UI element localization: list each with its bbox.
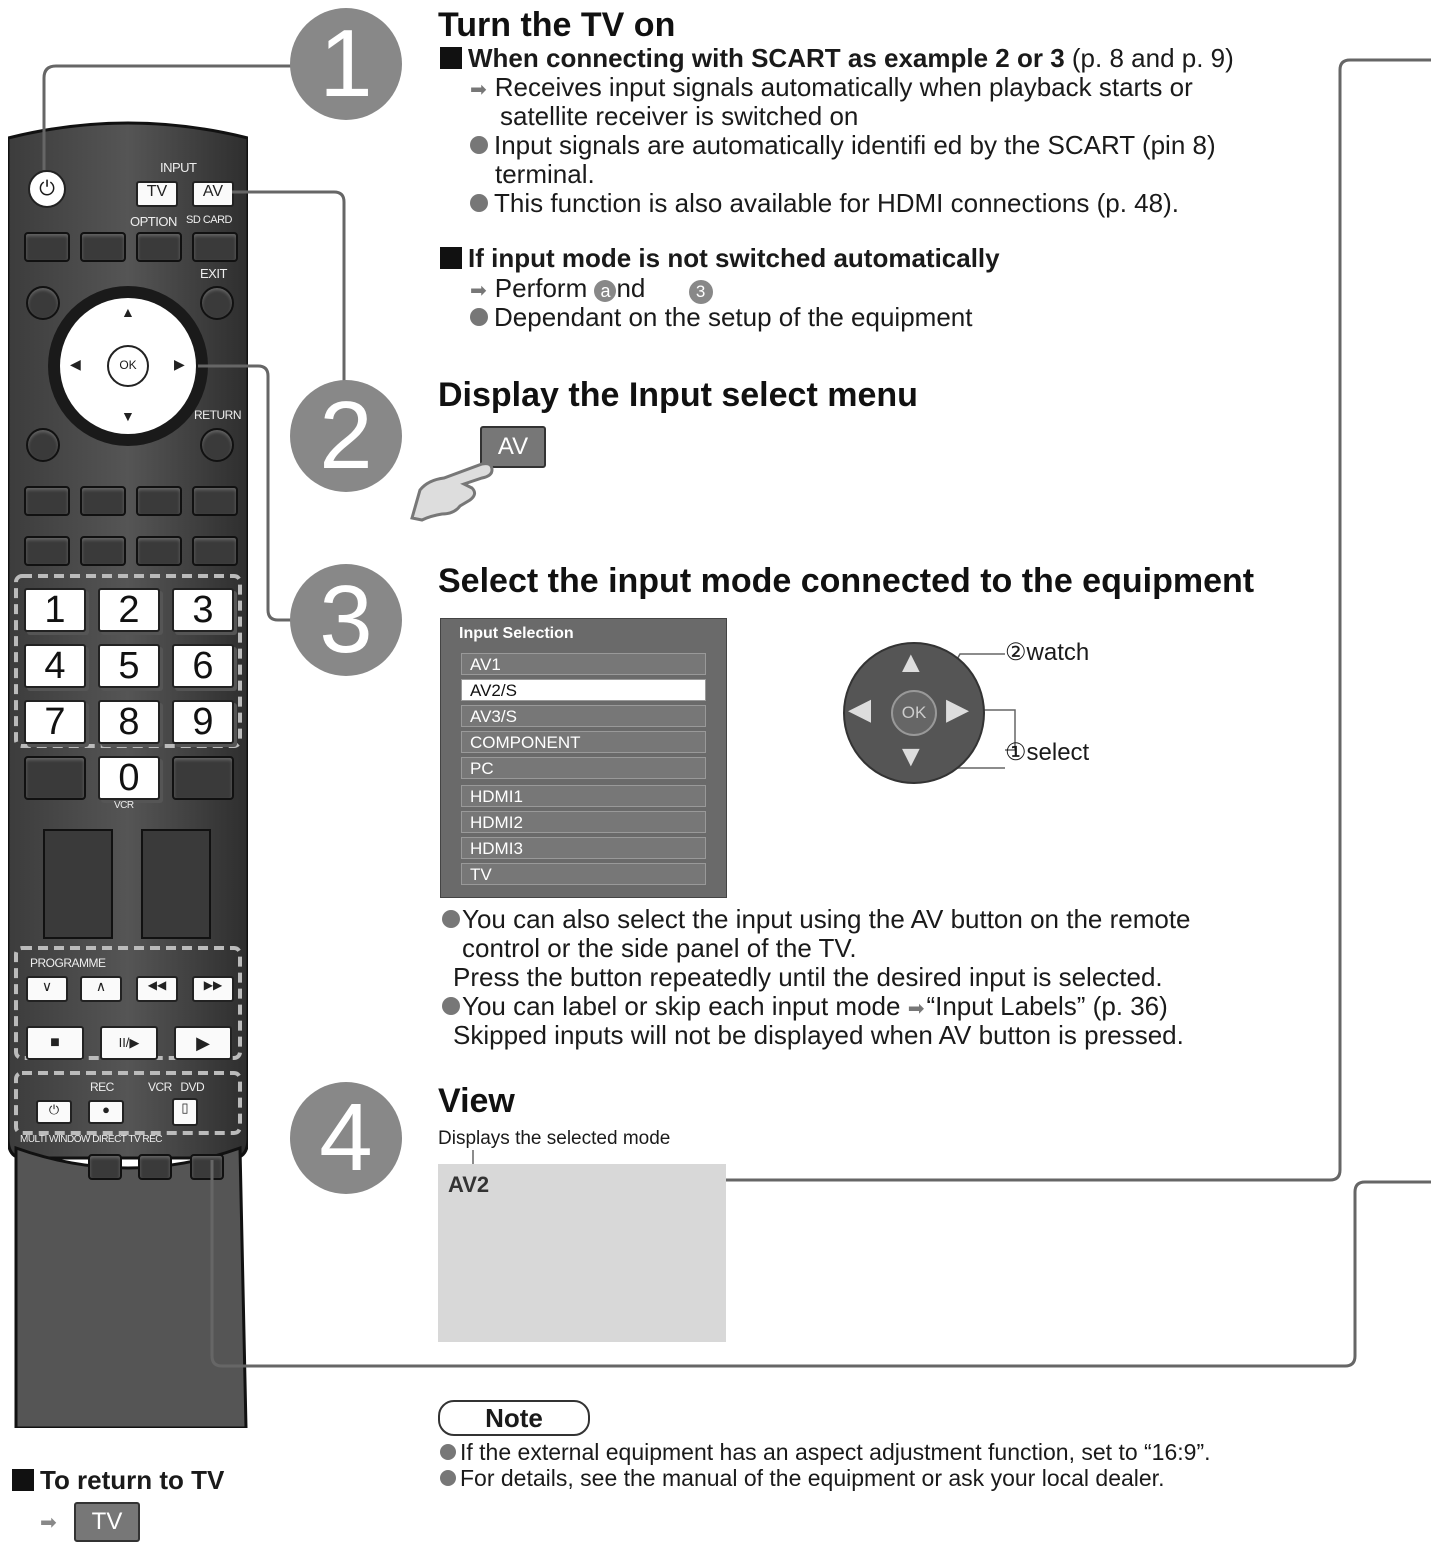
dpad-right-icon[interactable]: ▶ (946, 693, 970, 726)
note-badge: Note (438, 1400, 590, 1436)
down-arrow-icon[interactable]: ▼ (121, 408, 135, 424)
pause-button[interactable]: II/▶ (100, 1026, 158, 1060)
num-button-2[interactable]: 2 (98, 588, 160, 632)
ok-button[interactable]: OK (119, 358, 137, 372)
programme-down-button[interactable]: ∨ (26, 976, 68, 1002)
left-arrow-icon[interactable]: ◀ (70, 356, 81, 372)
step-1-perform: ➡ Perform a nd 3 (470, 274, 713, 306)
return-arrow-icon: ➡ (40, 1512, 57, 1534)
menu-item-tv[interactable]: TV (461, 863, 706, 885)
menu-item-av1[interactable]: AV1 (461, 653, 706, 675)
menu-item-hdmi2[interactable]: HDMI2 (461, 811, 706, 833)
programme-label: PROGRAMME (30, 956, 106, 970)
step-1-sub1 (440, 44, 1234, 73)
right-arrow-icon[interactable]: ▶ (174, 356, 185, 372)
step-1-bullet2: This function is also available for HDMI connections (p. 48). (470, 189, 1179, 218)
menu-item-av2s[interactable]: AV2/S (461, 679, 706, 701)
arrow-icon: ➡ (470, 280, 487, 302)
tv-button-illustration: TV (74, 1502, 140, 1542)
play-button[interactable]: ▶ (174, 1026, 232, 1060)
power-button[interactable]: ⏻ (28, 170, 66, 208)
note-line-2: For details, see the manual of the equipment or ask your local dealer. (440, 1464, 1164, 1493)
bullet-icon (442, 910, 460, 928)
pointing-hand-icon (408, 454, 498, 524)
step-3-title: Select the input mode connected to the equipment (438, 562, 1255, 600)
arrow-icon: ➡ (907, 998, 925, 1020)
fast-forward-button[interactable]: ▶▶ (192, 976, 234, 1002)
dpad-up-icon[interactable]: ▲ (896, 646, 926, 679)
menu-item-pc[interactable]: PC (461, 757, 706, 779)
step-2-title: Display the Input select menu (438, 376, 918, 414)
step-3-note1c: Press the button repeatedly until the desired input is selected. (453, 962, 1163, 992)
vcr-label: VCR (114, 800, 134, 811)
input-label: INPUT (160, 160, 197, 175)
step-1-dependant: Dependant on the setup of the equipment (470, 303, 972, 332)
screen-mode-label: AV2 (448, 1172, 490, 1197)
step-1-title: Turn the TV on (438, 6, 676, 44)
num-button-4[interactable]: 4 (24, 644, 86, 688)
num-button-8[interactable]: 8 (98, 700, 160, 744)
step-3-note1b: control or the side panel of the TV. (462, 933, 857, 963)
step-1-bullet1a: Input signals are automatically identifi ed by the SCART (pin 8) (470, 131, 1216, 160)
bullet-icon (470, 136, 488, 154)
programme-up-button[interactable]: ∧ (80, 976, 122, 1002)
menu-title: Input Selection (459, 625, 574, 642)
step-1-line2: satellite receiver is switched on (500, 101, 859, 131)
select-label: ①select (1005, 739, 1090, 766)
step-1-bullet1b: terminal. (495, 159, 595, 189)
step-1-line1: ➡ Receives input signals automatically when playback starts or (470, 73, 1193, 105)
sdcard-label: SD CARD (186, 214, 233, 226)
step-3-badge: 3 (290, 564, 402, 676)
dpad-left-icon[interactable]: ◀ (848, 693, 872, 726)
vcr-dvd-label: VCR DVD (148, 1080, 205, 1094)
num-button-9[interactable]: 9 (172, 700, 234, 744)
step-3-icon: 3 (689, 280, 713, 304)
step-1-sub1-bold: When connecting with SCART as example 2 or 3 (468, 43, 1065, 73)
bullet-icon (440, 1470, 456, 1486)
step-2-badge: 2 (290, 380, 402, 492)
step-3-note2a: You can label or skip each input mode ➡“Input Labels” (p. 36) (442, 992, 1168, 1024)
num-button-5[interactable]: 5 (98, 644, 160, 688)
square-bullet-icon (12, 1469, 34, 1491)
square-bullet-icon (440, 247, 462, 269)
rec-button[interactable]: ● (88, 1100, 124, 1124)
num-button-7[interactable]: 7 (24, 700, 86, 744)
bullet-icon (470, 308, 488, 326)
stop-button[interactable]: ■ (26, 1026, 84, 1060)
menu-item-component[interactable]: COMPONENT (461, 731, 706, 753)
menu-item-hdmi3[interactable]: HDMI3 (461, 837, 706, 859)
rewind-button[interactable]: ◀◀ (136, 976, 178, 1002)
num-button-6[interactable]: 6 (172, 644, 234, 688)
step-4-badge: 4 (290, 1082, 402, 1194)
menu-item-hdmi1[interactable]: HDMI1 (461, 785, 706, 807)
option-label: OPTION (130, 214, 177, 229)
remote-av-button[interactable]: AV (192, 181, 234, 207)
up-arrow-icon[interactable]: ▲ (121, 304, 135, 320)
multi-window-label: MULTI WINDOW DIRECT TV REC (20, 1134, 162, 1145)
step-1-sub1-ref: (p. 8 and p. 9) (1064, 43, 1234, 73)
step-4-title: View (438, 1082, 515, 1120)
num-button-0[interactable]: 0 (98, 756, 160, 800)
input-selection-menu (440, 618, 727, 898)
bullet-icon (470, 194, 488, 212)
rec-label: REC (90, 1080, 114, 1094)
square-bullet-icon (440, 47, 462, 69)
bullet-icon (440, 1444, 456, 1460)
dpad-ok-button[interactable]: OK (891, 690, 937, 736)
bullet-icon (442, 997, 460, 1015)
rec-power-button[interactable]: ⏻ (36, 1100, 72, 1124)
return-label: RETURN (194, 408, 241, 422)
step-a-icon: a (594, 280, 616, 302)
menu-item-av3s[interactable]: AV3/S (461, 705, 706, 727)
arrow-icon: ➡ (470, 79, 487, 101)
step-4-caption: Displays the selected mode (438, 1128, 671, 1149)
vcr-dvd-switch[interactable]: ▯ (172, 1098, 198, 1126)
av-button-illustration: AV (480, 426, 546, 468)
watch-label: ②watch (1005, 639, 1090, 666)
return-to-tv-title: To return to TV (12, 1466, 224, 1495)
note-line-1: If the external equipment has an aspect adjustment function, set to “16:9”. (440, 1438, 1211, 1467)
num-button-1[interactable]: 1 (24, 588, 86, 632)
dpad-down-icon[interactable]: ▼ (896, 740, 926, 773)
num-button-3[interactable]: 3 (172, 588, 234, 632)
step-1-badge: 1 (290, 8, 402, 120)
step-3-note2b: Skipped inputs will not be displayed when AV button is pressed. (453, 1020, 1184, 1050)
step-1-sub2: If input mode is not switched automatically (440, 244, 1000, 273)
step-3-note1a: You can also select the input using the AV button on the remote (442, 905, 1191, 934)
exit-label: EXIT (200, 266, 227, 281)
remote-tv-button[interactable]: TV (136, 181, 178, 207)
